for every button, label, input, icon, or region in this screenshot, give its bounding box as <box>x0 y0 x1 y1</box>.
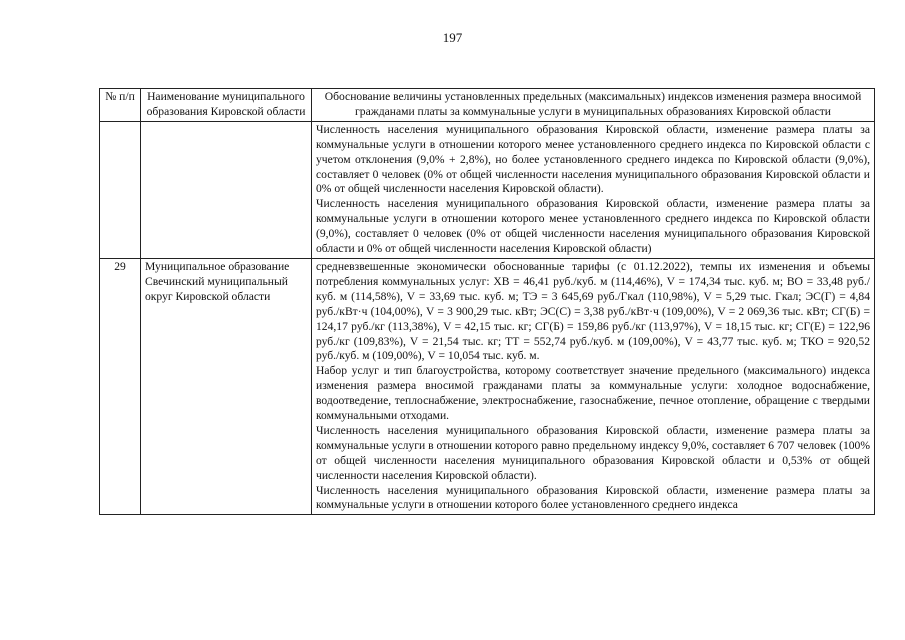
row-municipality-name: Муниципальное образование Свечинский муниципальный округ Кировской области <box>141 258 312 514</box>
justification-paragraph: Численность населения муниципального образования Кировской области, изменение размера платы за коммунальные услуги в отношении которого менее установленного среднего индекса по Кировской области с учетом отклонения (9,0% + 2,8%), но более установленного среднего индекса по Кировской области (9,0%), составляет 0 человек (0% от общей численности населения муниципального образования Кировской области и 0% от общей численности населения Кировской области). <box>316 122 870 196</box>
row-justification <box>312 258 875 514</box>
row-number <box>100 121 141 258</box>
justification-paragraph: Численность населения муниципального образования Кировской области, изменение размера платы за коммунальные услуги в отношении которого менее установленного среднего индекса по Кировской области (9,0%), составляет 0 человек (0% от общей численности населения муниципального образования Кировской области и 0% от общей численности населения Кировской области) <box>316 197 870 256</box>
row-justification <box>312 121 875 258</box>
header-number: № п/п <box>100 89 141 122</box>
justification-paragraph: Численность населения муниципального образования Кировской области, изменение размера платы за коммунальные услуги в отношении которого равно предельному индексу 9,0%, составляет 6 707 человек (100% от общей численности населения муниципального образования Кировской области и 0,53% от общей численности населения Кировской области). <box>316 423 870 482</box>
row-number: 29 <box>100 258 141 514</box>
header-municipality-name: Наименование муниципального образования Кировской области <box>141 89 312 122</box>
justification-paragraph: Численность населения муниципального образования Кировской области, изменение размера платы за коммунальные услуги в отношении которого более установленного среднего индекса <box>316 483 870 512</box>
table-header-row <box>100 89 875 122</box>
justification-paragraph: средневзвешенные экономически обоснованные тарифы (с 01.12.2022), темпы их изменения и объемы потребления коммунальных услуг: ХВ = 46,41 руб./куб. м (114,46%), V = 174,34 тыс. куб. м; ВО = 33,48 руб./куб. м (114,58%), V = 33,69 тыс. куб. м; ТЭ = 3 645,69 руб./Гкал (110,98%), V = 5,29 тыс. Гкал; ЭС(Г) = 4,84 руб./кВт·ч (104,00%), V = 3 900,29 тыс. кВт; ЭС(С) = 3,38 руб./кВт·ч (109,00%), V = 2 069,36 тыс. кВт; СГ(Б) = 124,17 руб./кг (113,38%), V = 42,15 тыс. кг; СГ(Б) = 159,86 руб./кг (113,97%), V = 18,15 тыс. кг; СГ(Е) = 122,96 руб./кг (109,83%), V = 21,54 тыс. кг; ТТ = 552,74 руб./куб. м (109,00%), V = 43,77 тыс. куб. м; ТКО = 920,52 руб./куб. м (109,00%), V = 10,054 тыс. куб. м. <box>316 259 870 363</box>
justification-paragraph: Набор услуг и тип благоустройства, которому соответствует значение предельного (максимального) индекса изменения размера вносимой гражданами платы за коммунальные услуги: холодное водоснабжение, водоотведение, теплоснабжение, электроснабжение, газоснабжение, печное отопление, обращение с твердыми коммунальными отходами. <box>316 364 870 423</box>
row-municipality-name <box>141 121 312 258</box>
table-row <box>100 121 875 258</box>
header-justification: Обоснование величины установленных предельных (максимальных) индексов изменения размера вносимой гражданами платы за коммунальные услуги в муниципальных образованиях Кировской области <box>312 89 875 122</box>
tariff-justification-table <box>99 88 875 515</box>
table-row <box>100 258 875 514</box>
page-number: 197 <box>442 30 463 45</box>
